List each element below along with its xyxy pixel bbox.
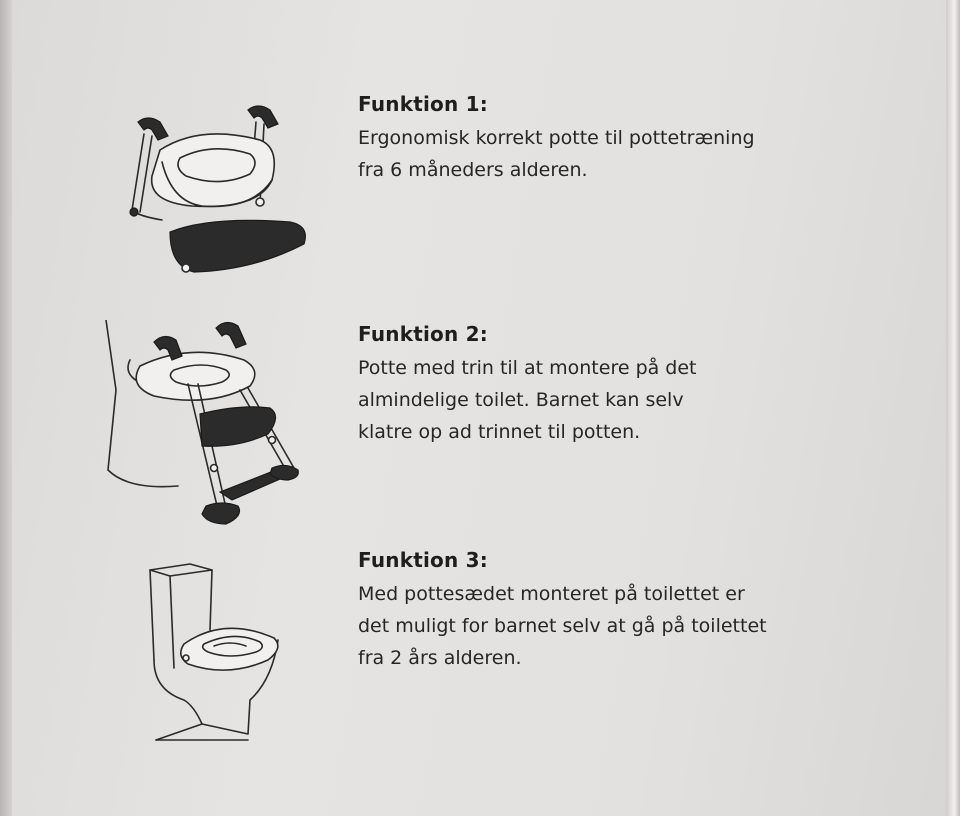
feature-2 bbox=[0, 320, 946, 540]
feature-1 bbox=[0, 92, 946, 312]
feature-3-title: Funktion 3: bbox=[358, 548, 488, 572]
feature-1-title: Funktion 1: bbox=[358, 92, 488, 116]
feature-3 bbox=[0, 548, 946, 778]
toilet-ladder-seat-icon bbox=[100, 320, 310, 538]
feature-1-description: Ergonomisk korrekt potte til pottetræning fra 6 måneders alderen. bbox=[358, 127, 755, 181]
potty-with-step-icon bbox=[110, 100, 320, 300]
feature-3-description: Med pottesædet monteret på toilettet er det muligt for barnet selv at gå på toilettet fra 2 års alderen. bbox=[358, 583, 767, 669]
toilet-seat-reducer-icon bbox=[140, 560, 290, 750]
feature-2-title: Funktion 2: bbox=[358, 322, 488, 346]
box-edge-right bbox=[946, 0, 960, 816]
feature-2-description: Potte med trin til at montere på det almindelige toilet. Barnet kan selv klatre op ad trinnet til potten. bbox=[358, 357, 697, 443]
